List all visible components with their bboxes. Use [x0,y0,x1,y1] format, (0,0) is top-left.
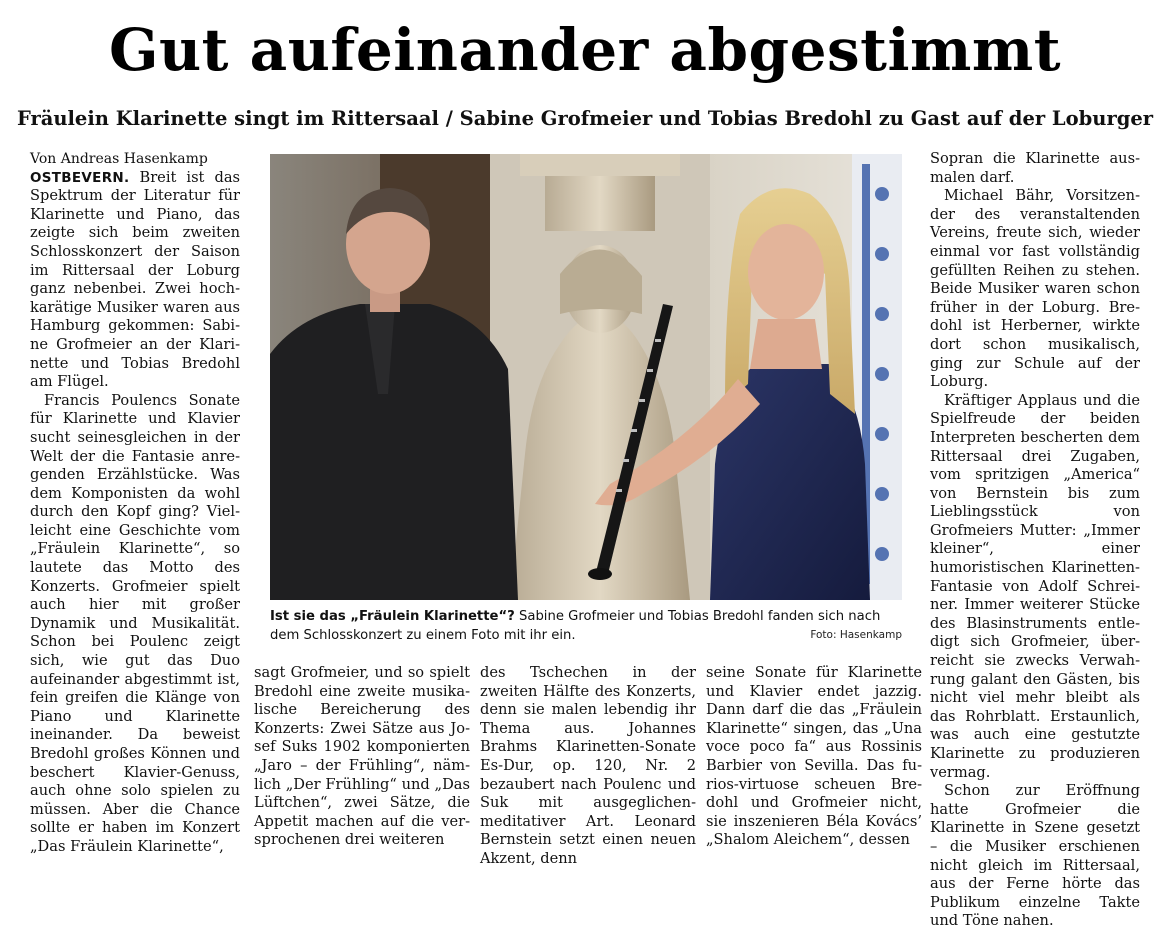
article-column-3 [480,664,696,867]
paragraph [30,169,240,392]
paragraph: sagt Grofmeier, und so spielt Bredohl eine zweite musikalische Bereicherung des Konzerts: Zwei Sätze aus Josef Suks 1902 komponierten „Jaro – der Frühling“, nämlich „Der Frühling“ und „Das Lüftchen“, zwei Sätze, die Appetit machen auf die versprochenen drei weiteren [254,664,470,849]
paragraph: des Tschechen in der zweiten Hälfte des Konzerts, denn sie malen lebendig ihr Thema aus. Johannes Brahms Klarinetten-Sonate Es-Dur, op. 120, Nr. 2 bezaubert nach Poulenc und Suk mit ausgeglichen-meditativer Art. Leonard Bernstein setzt einen neuen Akzent, denn [480,664,696,867]
paragraph: Sopran die Klarinette ausmalen darf. [930,150,1140,186]
article-column-5 [930,150,1140,930]
headline: Gut aufeinander abgestimmt [108,16,1062,84]
paragraph: Schon zur Eröffnung hatte Grofmeier die Klarinette in Szene gesetzt – die Musiker erschienen nicht gleich im Rittersaal, aus der Ferne hörte das Publikum einzelne Takte und Töne nahen. [930,782,1140,930]
photo-credit: Foto: Hasenkamp [810,629,902,641]
article-photo [270,154,902,600]
paragraph-text: Breit ist das Spektrum der Literatur für Klarinette und Piano, das zeigte sich beim zweiten Schlosskonzert der Saison im Rittersaal der Loburg ganz nebenbei. Zwei hochkarätige Musiker waren aus Hamburg gekommen: Sabine Grofmeier an der Klarinette und Tobias Bredohl am Flügel. [30,168,241,391]
article-column-1 [30,150,241,855]
dateline: OSTBEVERN. [30,169,130,186]
subheadline: Fräulein Klarinette singt im Rittersaal / Sabine Grofmeier und Tobias Bredohl zu Gast auf der Loburger [16,107,1154,130]
caption-lead: Ist sie das „Fräulein Klarinette“? [270,609,515,624]
paragraph: Michael Bähr, Vorsitzender des veranstaltenden Vereins, freute sich, wieder einmal vor fast vollständig gefüllten Reihen zu stehen. Beide Musiker waren schon früher in der Loburg. Bredohl ist Herberner, wirkte dort schon musikalisch, ging zur Schule auf der Loburg. [930,187,1140,391]
byline: Von Andreas Hasenkamp [30,151,208,167]
article-column-4 [706,664,922,854]
caption-text: Sabine Grofmeier und Tobias Bredohl fanden sich nach dem Schlosskonzert zu einem Foto mit ihr ein. [270,609,881,643]
paragraph: Francis Poulencs Sonate für Klarinette und Klavier sucht seinesgleichen in der Welt der die Fantasie anregenden Erzählstücke. Was dem Komponisten da wohl durch den Kopf ging? Vielleicht eine Geschichte vom „Fräulein Klarinette“, so lautete das Motto des Konzerts. Grofmeier spielt auch hier mit großer Dynamik und Musikalität. Schon bei Poulenc zeigt sich, wie gut das Duo aufeinander abgestimmt ist, fein greifen die Klänge von Piano und Klarinette ineinander. Da beweist Bredohl großes Können und beschert Klavier-Genuss, auch ohne solo spielen zu müssen. Aber die Chance sollte er haben im Konzert „Das Fräulein Klarinette“, [30,391,240,855]
paragraph: Kräftiger Applaus und die Spielfreude der beiden Interpreten bescherten dem Rittersaal drei Zugaben, vom spritzigen „America“ von Bernstein bis zum Lieblingsstück von Grofmeiers Mutter: „Immer kleiner“, einer humoristischen Klarinetten-Fantasie von Adolf Schreiner. Immer weiterer Stücke des Blasinstruments entledigt sich Grofmeier, überreicht sie zwecks Verwahrung galant den Gästen, bis nicht viel mehr bleibt als das Rohrblatt. Erstaunlich, was auch eine gestutzte Klarinette zu produzieren vermag. [930,391,1140,781]
paragraph: seine Sonate für Klarinette und Klavier endet jazzig. Dann darf die das „Fräulein Klarinette“ singen, das „Una voce poco fa“ aus Rossinis Barbier von Sevilla. Das furios-virtuose scheuen Bredohl und Grofmeier nicht, sie inszenieren Béla Kovács’ „Shalom Aleichem“, dessen [706,664,922,849]
article-column-2 [254,664,470,854]
